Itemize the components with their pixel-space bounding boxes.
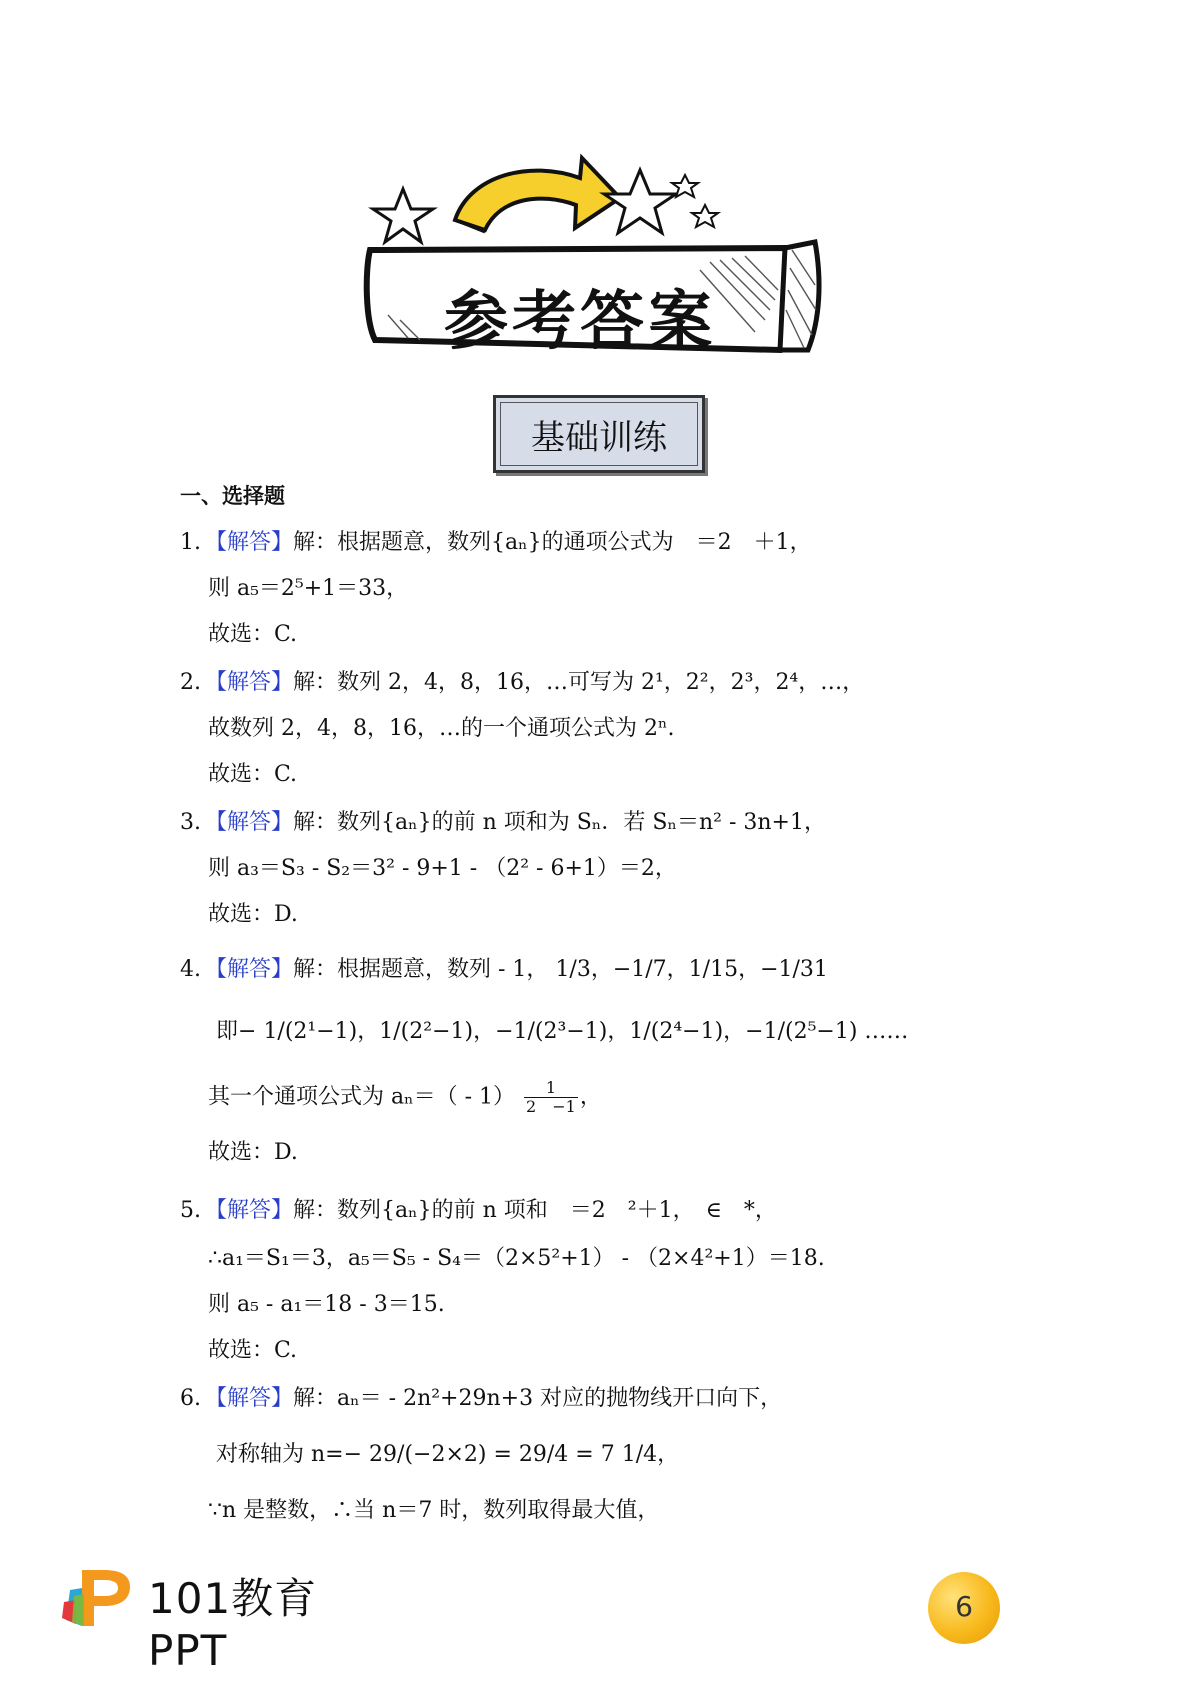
section-title: 基础训练 (531, 418, 667, 458)
brand-logo (60, 1560, 360, 1675)
page-number-badge (928, 1572, 1000, 1644)
q4-text-3: 其一个通项公式为 aₙ＝（ - 1） (208, 1084, 516, 1110)
q6-line-3: ∵n 是整数，∴当 n＝7 时，数列取得最大值， (208, 1498, 660, 1523)
q6-text-2: 对称轴为 n=− (216, 1442, 363, 1467)
q5-line-2: ∴a₁＝S₁＝3，a₅＝S₅ - S₄＝（2×5²+1） - （2×4²+1）＝18. (208, 1246, 825, 1271)
q2-line-1 (180, 668, 864, 698)
star-icon (692, 205, 718, 227)
q4-line-4: 故选：D. (208, 1140, 298, 1165)
q4-line-3: 其一个通项公式为 aₙ＝（ - 1） $\frac{1}{2 -1}$ ， (208, 1078, 602, 1116)
q4-number: 4. (180, 957, 201, 982)
star-icon (604, 170, 676, 233)
q2-line-2: 故数列 2，4，8，16，…的一个通项公式为 2ⁿ. (208, 716, 675, 741)
q6-text-1: 解：aₙ＝ - 2n²+29n+3 对应的抛物线开口向下， (293, 1386, 783, 1411)
q6-line-1 (180, 1384, 782, 1414)
logo-icon (60, 1560, 140, 1630)
q3-line-3: 故选：D. (208, 902, 298, 927)
q1-line-3: 故选：C. (208, 622, 298, 647)
q2-text-1: 解：数列 2，4，8，16，…可写为 2¹，2²，2³，2⁴，…， (293, 670, 865, 695)
q6-frac-b: 29/4 (518, 1442, 569, 1467)
q1-text-1: 解：根据题意，数列{aₙ}的通项公式为 ＝2 ＋1， (293, 530, 812, 555)
q6-line-2: 对称轴为 n=− 29/(−2×2) = 29/4 = 7 1/4， (216, 1442, 680, 1467)
q5-answer-tag: 【解答】 (205, 1198, 294, 1223)
question-type-heading: 一、选择题 (180, 484, 285, 508)
q4-text-1: 解：根据题意，数列 - 1， (293, 957, 549, 982)
banner-title: 参考答案 (444, 285, 716, 359)
q6-answer-tag: 【解答】 (205, 1386, 294, 1411)
q4-line-2 (216, 1017, 908, 1047)
q4-formula-fraction: $\frac{1}{2 -1}$ (526, 1078, 576, 1116)
brand-name: 101教育PPT (148, 1574, 318, 1675)
q4-line-1 (180, 955, 828, 985)
q4-pow-fractions: 1/(2¹−1)，1/(2²−1)，−1/(2³−1)，1/(2⁴−1)，−1/(2⁵−1) (263, 1019, 858, 1044)
q2-answer-tag: 【解答】 (205, 670, 294, 695)
q5-line-1 (180, 1196, 777, 1226)
q2-number: 2. (180, 670, 201, 695)
q4-text-2: 即− (216, 1019, 257, 1044)
q2-line-3: 故选：C. (208, 762, 298, 787)
section-title-box (493, 395, 705, 473)
q1-line-2: 则 a₅＝2⁵+1＝33， (208, 576, 409, 601)
q4-answer-tag: 【解答】 (205, 957, 294, 982)
page-number: 6 (955, 1590, 973, 1623)
star-icon (373, 189, 433, 242)
q3-line-1 (180, 808, 826, 838)
q3-number: 3. (180, 810, 201, 835)
q5-number: 5. (180, 1198, 201, 1223)
q3-text-1: 解：数列{aₙ}的前 n 项和为 Sₙ．若 Sₙ＝n² - 3n+1， (293, 810, 826, 835)
q6-frac-c: 7 1/4 (600, 1442, 658, 1467)
q3-line-2: 则 a₃＝S₃ - S₂＝3² - 9+1 - （2² - 6+1）＝2， (208, 856, 677, 881)
q5-line-4: 故选：C. (208, 1338, 298, 1363)
q3-answer-tag: 【解答】 (205, 810, 294, 835)
q4-ellipsis: …… (864, 1019, 909, 1044)
answer-banner (360, 150, 880, 390)
q5-line-3: 则 a₅ - a₁＝18 - 3＝15. (208, 1292, 445, 1317)
q6-frac-a: 29/(−2×2) (369, 1442, 487, 1467)
q1-line-1 (180, 528, 812, 558)
q6-number: 6. (180, 1386, 201, 1411)
q5-text-1: 解：数列{aₙ}的前 n 项和 ＝2 ²＋1， ∈ *， (293, 1198, 777, 1223)
q1-answer-tag: 【解答】 (205, 530, 294, 555)
q4-seq-fractions: 1/3，−1/7，1/15，−1/31 (555, 957, 828, 982)
q1-number: 1. (180, 530, 201, 555)
